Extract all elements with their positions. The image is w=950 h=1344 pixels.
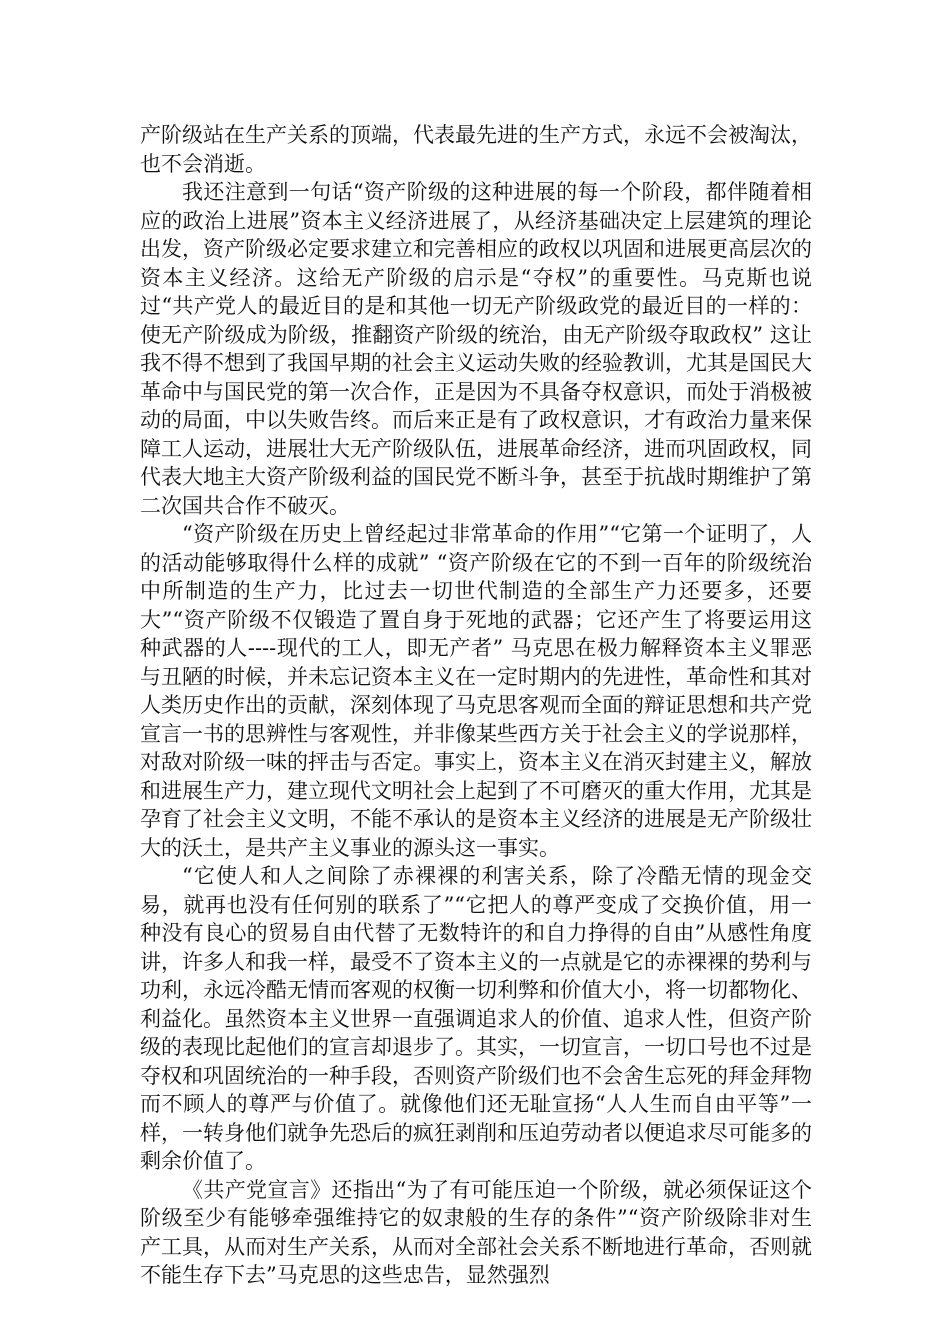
paragraph-2: 我还注意到一句话“资产阶级的这种进展的每一个阶段，都伴随着相应的政治上进展”资本主义经济进展了，从经济基础决定上层建筑的理论出发，资产阶级必定要求建立和完善相应的政权以巩固和进展更高层次的资本主义经济。这给无产阶级的启示是“夺权”的重要性。马克斯也说过“共产党人的最近目的是和其他一切无产阶级政党的最近目的一样的：使无产阶级成为阶级，推翻资产阶级的统治，由无产阶级夺取政权” 这让我不得不想到了我国早期的社会主义运动失败的经验教训，尤其是国民大革命中与国民党的第一次合作，正是因为不具备夺权意识，而处于消极被动的局面，中以失败告终。而后来正是有了政权意识，才有政治力量来保障工人运动，进展壮大无产阶级队伍，进展革命经济，进而巩固政权，同代表大地主大资产阶级利益的国民党不断斗争，甚至于抗战时期维护了第二次国共合作不破灭。 bbox=[140, 180, 812, 518]
paragraph-3: “资产阶级在历史上曾经起过非常革命的作用”“它第一个证明了，人的活动能够取得什么样的成就” “资产阶级在它的不到一百年的阶级统治中所制造的生产力，比过去一切世代制造的全部生产力还要多，还要大”“资产阶级不仅锻造了置自身于死地的武器；它还产生了将要运用这种武器的人----现代的工人，即无产者” 马克思在极力解释资本主义罪恶与丑陋的时候，并未忘记资本主义在一定时期内的先进性，革命性和其对人类历史作出的贡献，深刻体现了马克思客观而全面的辩证思想和共产党宣言一书的思辨性与客观性，并非像某些西方关于社会主义的学说那样，对敌对阶级一味的抨击与否定。事实上，资本主义在消灭封建主义，解放和进展生产力，建立现代文明社会上起到了不可磨灭的重大作用，尤其是孕育了社会主义文明，不能不承认的是资本主义经济的进展是无产阶级壮大的沃土，是共产主义事业的源头这一事实。 bbox=[140, 522, 812, 860]
paragraph-5: 《共产党宣言》还指出“为了有可能压迫一个阶级，就必须保证这个阶级至少有能够牵强维持它的奴隶般的生存的条件”“资产阶级除非对生产工具，从而对生产关系，从而对全部社会关系不断地进行革命，否则就不能生存下去”马克思的这些忠告，显然强烈 bbox=[140, 1177, 812, 1287]
paragraph-4: “它使人和人之间除了赤裸裸的利害关系，除了冷酷无情的现金交易，就再也没有任何别的联系了”“它把人的尊严变成了交换价值，用一种没有良心的贸易自由代替了无数特许的和自力挣得的自由”从感性角度讲，许多人和我一样，最受不了资本主义的一点就是它的赤裸裸的势利与功利，永远冷酷无情而客观的权衡一切利弊和价值大小，将一切都物化、利益化。虽然资本主义世界一直强调追求人的价值、追求人性，但资产阶级的表现比起他们的宣言却退步了。其实，一切宣言，一切口号也不过是夺权和巩固统治的一种手段，否则资产阶级们也不会舍生忘死的拜金拜物而不顾人的尊严与价值了。就像他们还无耻宣扬“人人生而自由平等”一样，一转身他们就争先恐后的疯狂剥削和压迫劳动者以便追求尽可能多的剩余价值了。 bbox=[140, 864, 812, 1173]
document-body bbox=[140, 121, 812, 1290]
paragraph-1: 产阶级站在生产关系的顶端，代表最先进的生产方式，永远不会被淘汰，也不会消逝。 bbox=[140, 123, 812, 176]
